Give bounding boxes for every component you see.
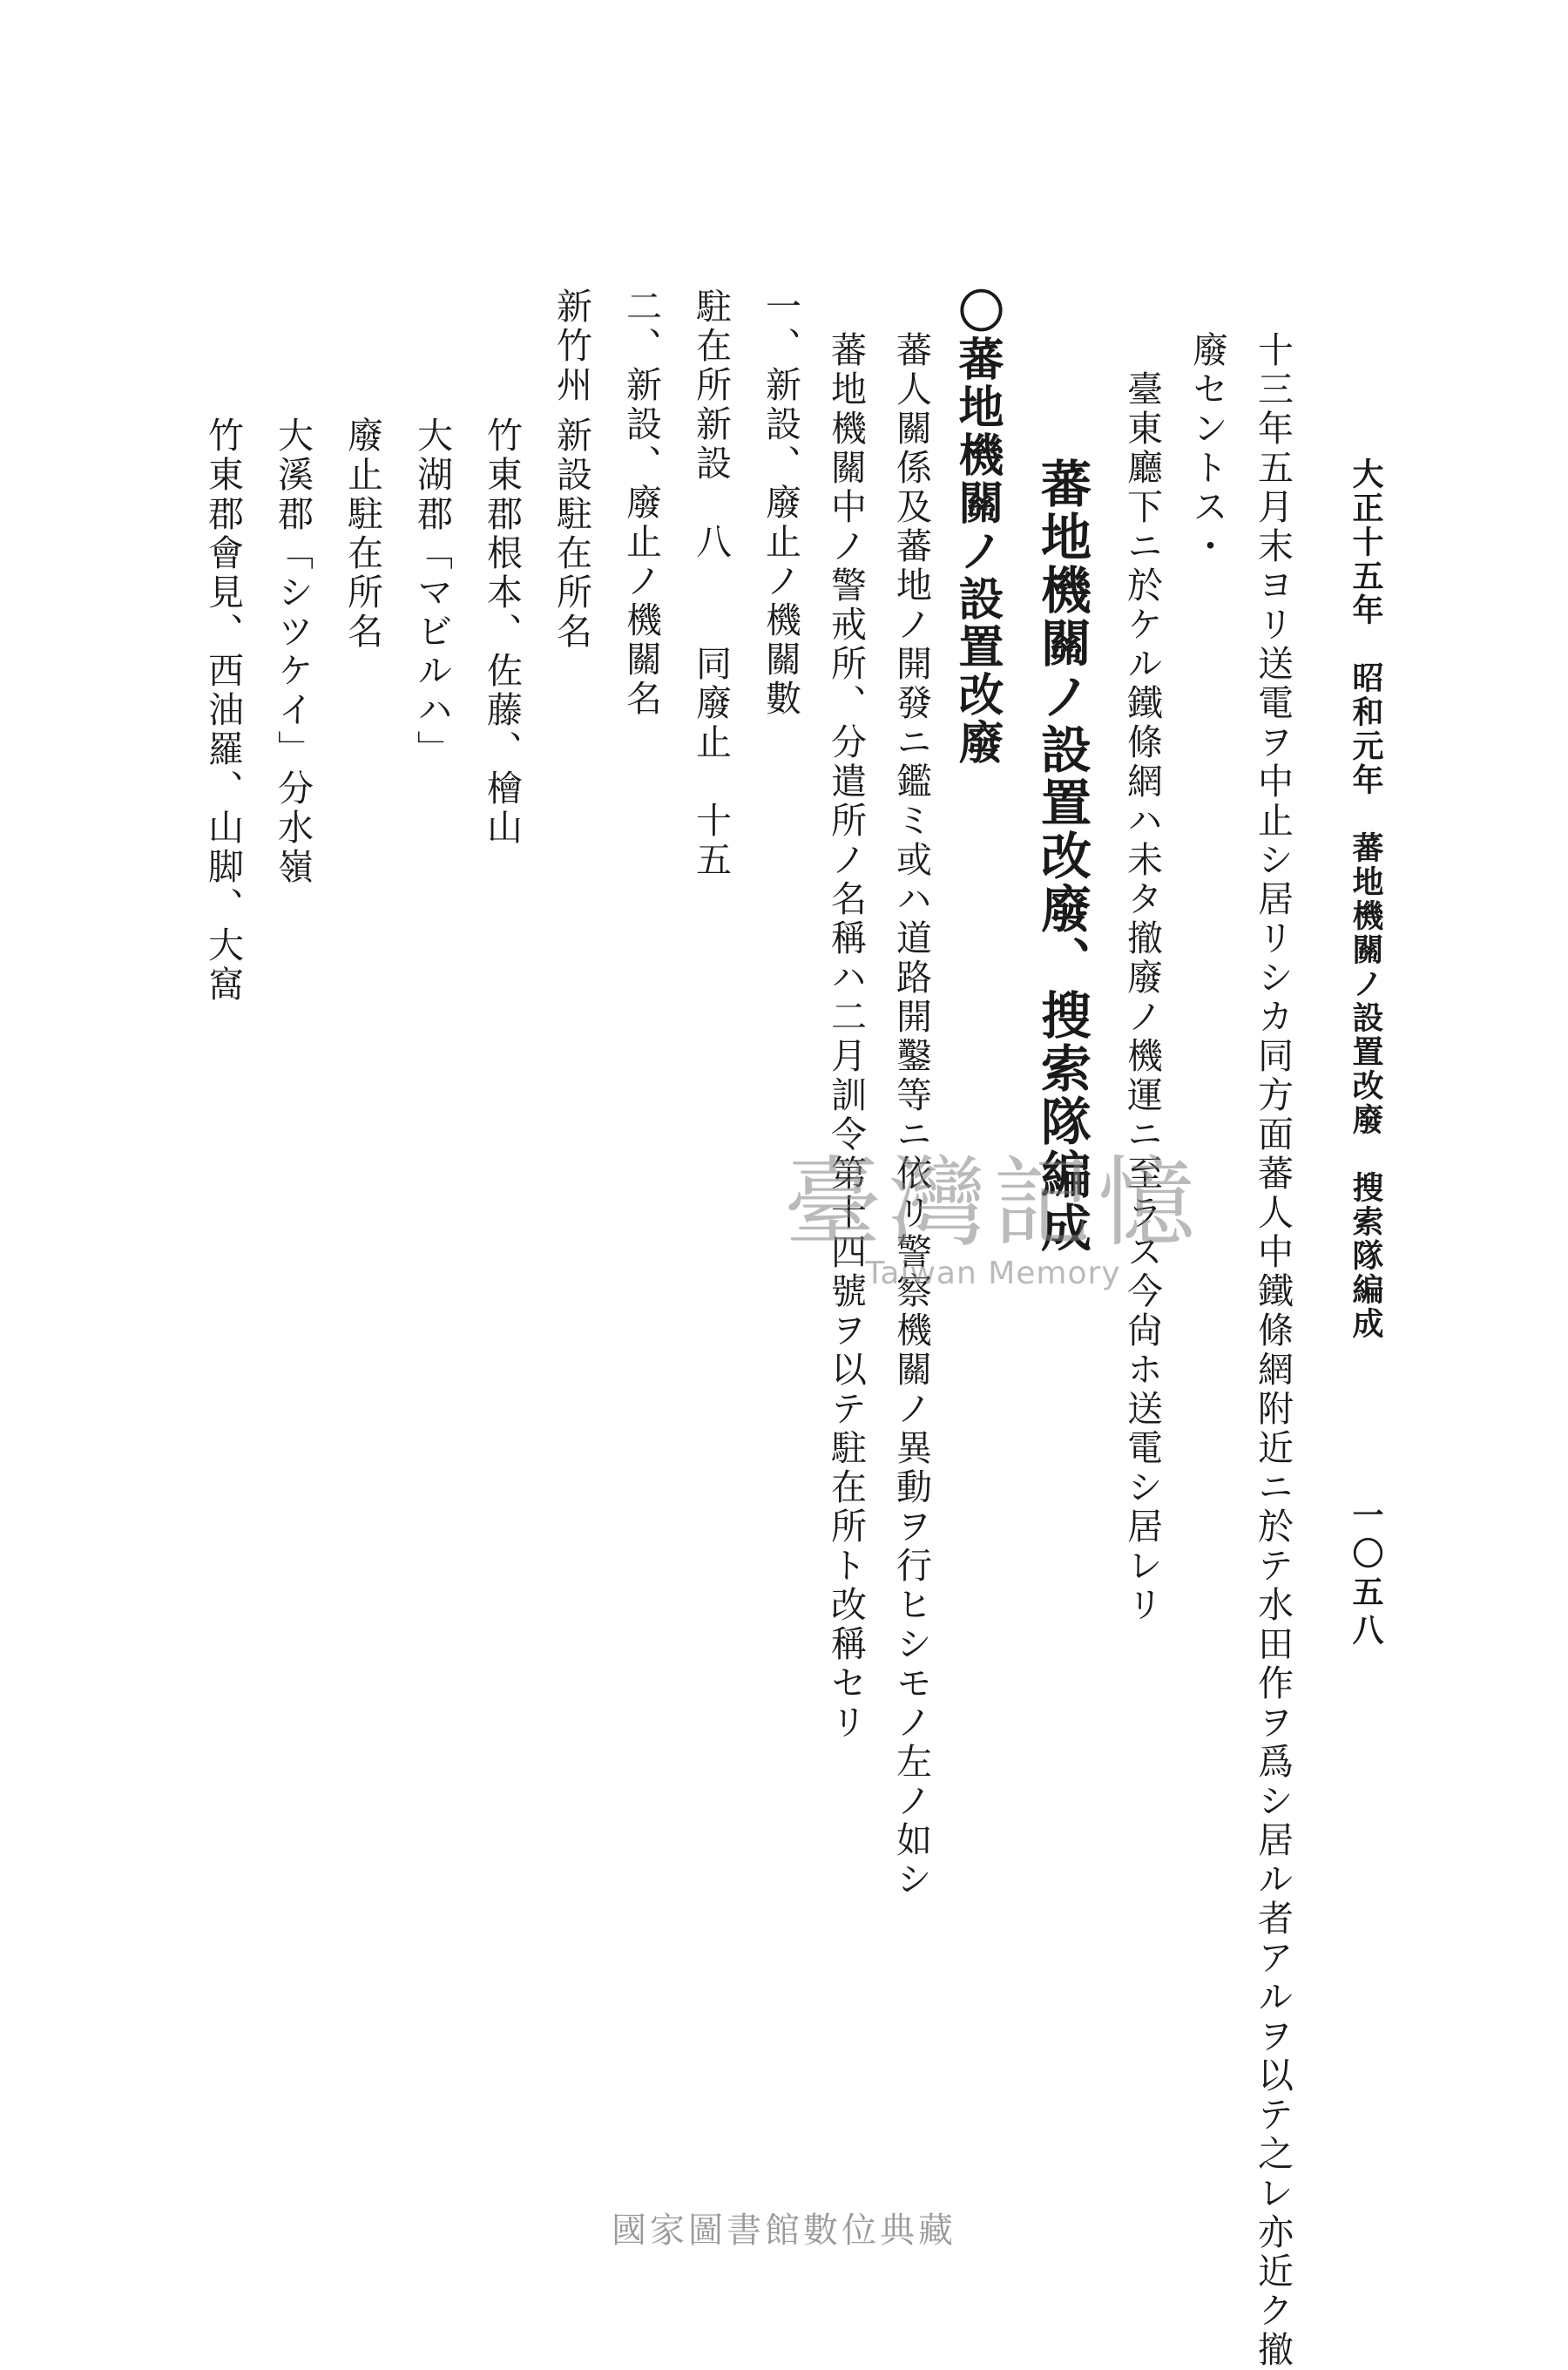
item-1: 一、新設、廢止ノ機關數 (760, 288, 801, 719)
entry-2: 大湖郡「マビルハ」 (411, 416, 453, 769)
entry-1: 竹東郡根本、佐藤、檜山 (481, 416, 523, 848)
body-line-3: 臺東廳下ニ於ケル鐵條網ハ未タ撤廢ノ機運ニ至ラス今尙ホ送電シ居レリ (1121, 370, 1163, 1625)
item-1-detail-abolished: 同廢止 十五 (690, 645, 732, 880)
footer-collection-label: 國家圖書館數位典藏 (612, 2211, 956, 2251)
section-title-sub: 〇蕃地機關ノ設置改廢 (950, 288, 1004, 767)
running-title: 大正十五年 昭和元年 蕃地機關ノ設置改廢 搜索隊編成 (1348, 457, 1384, 1341)
item-2: 二、新設、廢止ノ機關名 (620, 288, 662, 719)
page-number: 一〇五八 (1348, 1499, 1384, 1652)
abolished-label: 廢止駐在所名 (341, 416, 383, 652)
entry-3: 大溪郡「シツケイ」分水嶺 (272, 416, 314, 887)
body-line-2: 廢セントス・ (1186, 331, 1228, 566)
watermark-chinese: 臺灣記憶 (784, 1147, 1202, 1260)
para1-line-1: 蕃人關係及蕃地ノ開發ニ鑑ミ或ハ道路開鑿等ニ依リ警察機關ノ異動ヲ行ヒシモノ左ノ如シ (890, 331, 932, 1899)
body-line-1: 十三年五月末ヨリ送電ヲ中止シ居リシカ同方面蕃人中鐵條網附近ニ於テ水田作ヲ爲シ居ル者アルヲ以テ之レ亦近ク撤 (1252, 331, 1294, 2370)
entry-4: 竹東郡會見、西油羅、山脚、大窩 (202, 416, 244, 1005)
watermark (784, 1147, 1202, 1291)
prefecture-label: 新竹州 (551, 288, 592, 405)
section-title-main: 蕃地機關ノ設置改廢、搜索隊編成 (1032, 457, 1092, 1255)
watermark-english: Taiwan Memory (865, 1256, 1121, 1291)
new-stations-label: 新設駐在所名 (551, 416, 592, 652)
para1-line-2: 蕃地機關中ノ警戒所、分遣所ノ名稱ハ二月訓令第十四號ヲ以テ駐在所ト改稱セリ (825, 331, 867, 1743)
item-1-detail-new: 駐在所新設 八 (690, 288, 732, 562)
